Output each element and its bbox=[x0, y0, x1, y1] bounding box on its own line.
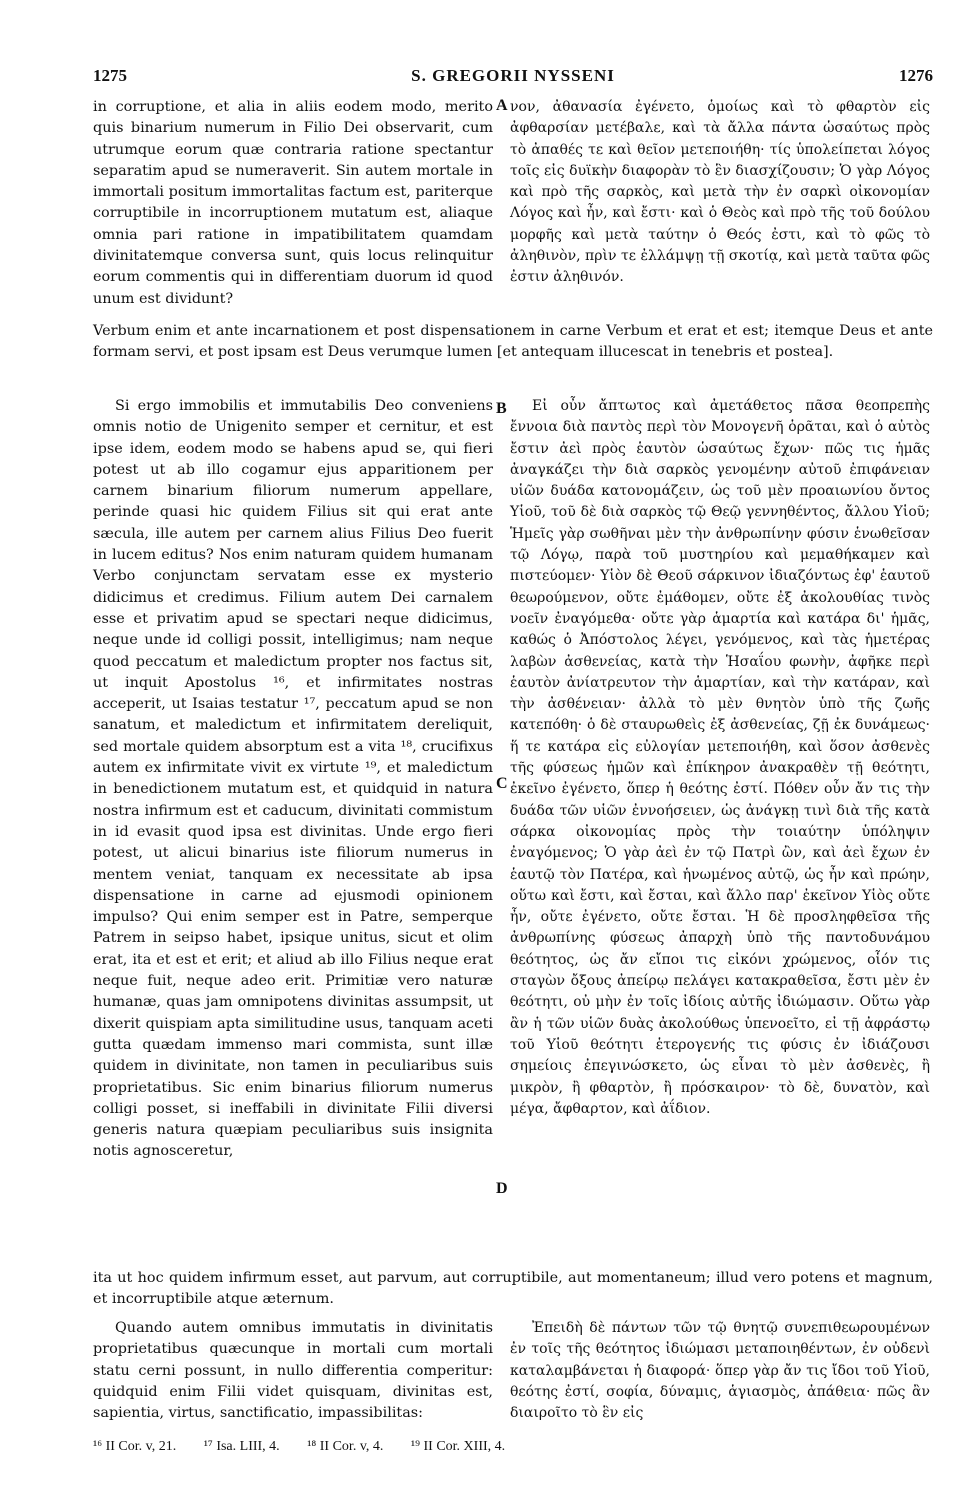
greek-column-block-1 bbox=[510, 97, 930, 289]
latin-paragraph-3: Quando autem omnibus immutatis in divinitatis proprietatibus quæcunque in mortali cum mortali statu cerni possunt, in nullo differentia comperitur: quidquid enim Filii videt quisquam, divinitas est, sapientia, virtus, sanctificatio, impassibilitas: bbox=[93, 1320, 493, 1422]
footnote-19: ¹⁹ II Cor. XIII, 4. bbox=[410, 1439, 506, 1454]
footnote-18: ¹⁸ II Cor. v, 4. bbox=[307, 1439, 384, 1454]
greek-column-block-2 bbox=[510, 396, 930, 1120]
footnote-16: ¹⁶ II Cor. v, 21. bbox=[93, 1439, 177, 1454]
footnotes bbox=[93, 1439, 933, 1455]
latin-fullwidth-paragraph-1: Verbum enim et ante incarnationem et post dispensationem in carne Verbum et erat et est; itemque Deus et ante formam servi, et post ipsam est Deus verumque lumen [et antequam illucescat in tenebris et postea]. bbox=[93, 323, 933, 361]
margin-marker-b: B bbox=[496, 400, 507, 417]
greek-paragraph-1: νον, ἀθανασία ἐγένετο, ὁμοίως καὶ τὸ φθαρτὸν εἰς ἀφθαρσίαν μετέβαλε, καὶ τὰ ἄλλα πάντα ὡσαύτως πρὸς τὸ ἀπαθές τε καὶ θεῖον μετεποιήθη· τίς ὑπολείπεται λόγος τοῖς εἰς δυϊκὴν διαφορὰν τὸ ἓν διασχίζουσιν; Ὁ γὰρ Λόγος καὶ πρὸ τῆς σαρκὸς, καὶ μετὰ τὴν ἐν σαρκὶ οἰκονομίαν Λόγος καὶ ἦν, καὶ ἔστι· καὶ ὁ Θεὸς καὶ πρὸ τῆς τοῦ δούλου μορφῆς καὶ μετὰ ταύτην ὁ Θεός ἐστι, καὶ τὸ φῶς τὸ ἀληθινὸν, πρὶν τε ἐλλάμψῃ τῇ σκοτίᾳ, καὶ μετὰ ταῦτα φῶς ἐστιν ἀληθινόν. bbox=[510, 99, 930, 286]
running-header bbox=[93, 66, 933, 94]
latin-fullwidth-2 bbox=[93, 1268, 933, 1311]
latin-fullwidth-1 bbox=[93, 321, 933, 364]
latin-paragraph-1: in corruptione, et alia in aliis eodem modo, merito quis binarium numerum in Filio Dei observarit, cum utrumque eorum quæ contraria ratione spectantur separatim apud se numeraverit. Sin autem mortale in immortali positum immortalitas factum est, pariterque corruptibile in incorruptionem mutatum est, aliaque omnia pari ratione in impatibilitatem quamdam divinitatemque conversa sunt, quis locus relinquitur eorum commentis qui in differentiam duorum id quod unum est dividunt? bbox=[93, 99, 493, 307]
latin-column-block-1 bbox=[93, 97, 493, 310]
latin-fullwidth-paragraph-2: ita ut hoc quidem infirmum esset, aut parvum, aut corruptibile, aut momentaneum; illud vero potens et magnum, et incorruptibile atque æternum. bbox=[93, 1270, 933, 1308]
margin-marker-c: C bbox=[496, 775, 508, 792]
margin-marker-d: D bbox=[496, 1180, 508, 1197]
footnote-17: ¹⁷ Isa. LIII, 4. bbox=[203, 1439, 280, 1454]
greek-column-block-3 bbox=[510, 1318, 930, 1424]
right-page-number: 1276 bbox=[899, 66, 933, 85]
margin-marker-a: A bbox=[496, 97, 508, 114]
latin-column-block-2 bbox=[93, 396, 493, 1163]
left-page-number: 1275 bbox=[93, 66, 127, 85]
greek-paragraph-2: Εἰ οὖν ἄπτωτος καὶ ἀμετάθετος πᾶσα θεοπρεπὴς ἔννοια διὰ παντὸς περὶ τὸν Μονογενῆ ὁρᾶται, καὶ ὁ αὐτὸς ἔστιν ἀεὶ πρὸς ἑαυτὸν ὡσαύτως ἔχων· πῶς τις ἡμᾶς ἀναγκάζει τὴν διὰ σαρκὸς γενομένην αὐτοῦ ἐπιφάνειαν υἱῶν δυάδα κατονομάζειν, ὡς τοῦ μὲν προαιωνίου ὄντος Υἱοῦ, τοῦ δὲ διὰ σαρκὸς τῷ Θεῷ γεννηθέντος, ἄλλου Υἱοῦ; Ἡμεῖς γὰρ σωθῆναι μὲν τὴν ἀνθρωπίνην φύσιν ἑνωθεῖσαν τῷ Λόγῳ, παρὰ τοῦ μυστηρίου καὶ μεμαθήκαμεν καὶ πιστεύομεν· Υἱὸν δὲ Θεοῦ σάρκινον ἰδιαζόντως ἐφ' ἑαυτοῦ θεωρούμενον, οὔτε ἐμάθομεν, οὔτε ἐξ ἀκολουθίας τινὸς νοεῖν ἐναγόμεθα· οὔτε γὰρ ἁμαρτία καὶ κατάρα δι' ἡμᾶς, καθώς ὁ Ἀπόστολος λέγει, γενόμενος, καὶ τὰς ἡμετέρας λαβὼν ἀσθενείας, κατὰ τὴν Ἡσαΐου φωνὴν, ἀφῆκε περὶ ἑαυτὸν ἀνίατρευτον τὴν ἁμαρτίαν, καὶ τὴν κατάραν, καὶ τὴν ἀσθένειαν· ἀλλὰ τὸ μὲν θνητὸν ὑπὸ τῆς ζωῆς κατεπόθη· ὁ δὲ σταυρωθεὶς ἐξ ἀσθενείας, ζῇ ἐκ δυνάμεως· ἥ τε κατάρα εἰς εὐλογίαν μετεποιήθη, καὶ ὅσον ἀσθενὲς τῆς φύσεως ἡμῶν καὶ ἐπίκηρον ἀνακραθὲν τῇ θεότητι, ἐκεῖνο ἐγένετο, ὅπερ ἡ θεότης ἐστί. Πόθεν οὖν ἄν τις τὴν δυάδα τῶν υἱῶν ἐννοήσειεν, ὡς ἀνάγκῃ τινὶ διὰ τῆς κατὰ σάρκα οἰκονομίας πρὸς τὴν τοιαύτην ὑπόληψιν ἐναγόμενος; Ὁ γὰρ ἀεὶ ἐν τῷ Πατρὶ ὢν, καὶ ἀεὶ ἔχων ἐν ἑαυτῷ τὸν Πατέρα, καὶ ἡνωμένος αὐτῷ, ὡς ἦν καὶ πρώην, οὕτω καὶ ἔστι, καὶ ἔσται, καὶ ἄλλο παρ' ἐκεῖνον Υἱὸς οὔτε ἦν, οὔτε ἐγένετο, οὔτε ἔσται. Ἡ δὲ προσληφθεῖσα τῆς ἀνθρωπίνης φύσεως ἀπαρχὴ ὑπὸ τῆς παντοδυνάμου θεότητος, ὡς ἄν εἴποι τις εἰκόνι χρώμενος, οἷόν τις σταγὼν ὄξους ἀπείρῳ πελάγει κατακραθεῖσα, ἔστι μὲν ἐν θεότητι, οὐ μὴν ἐν τοῖς ἰδίοις αὐτῆς ἰδιώμασιν. Οὕτω γὰρ ἂν ἡ τῶν υἱῶν δυὰς ἀκολούθως ὑπενοεῖτο, εἰ τῇ ἀφράστῳ τοῦ Υἱοῦ θεότητι ἑτερογενής τις φύσις ἐν ἰδιάζουσι σημείοις ἐπεγινώσκετο, ὡς εἶναι τὸ μὲν ἀσθενὲς, ἢ μικρὸν, ἢ φθαρτὸν, ἢ πρόσκαιρον· τὸ δὲ, δυνατὸν, καὶ μέγα, ἄφθαρτον, καὶ ἀΐδιον. bbox=[510, 398, 930, 1117]
running-title: S. GREGORII NYSSENI bbox=[411, 66, 615, 85]
latin-paragraph-2: Si ergo immobilis et immutabilis Deo conveniens omnis notio de Unigenito semper et cernitur, et est ipse idem, eodem modo se habens apud se, qui fieri potest ut ab illo cogamur ejus apparitionem per carnem binarium filiorum numerum appellare, perinde quasi hic quidem Filius sit qui erat ante sæcula, ille autem per carnem alius Filius Deo fuerit in lucem editus? Nos enim naturam quidem humanam Verbo conjunctam servatam esse ex mysterio didicimus et credimus. Filium autem Dei carnalem esse et privatim apud se spectari neque didicimus, neque unde id colligi possit, intelligimus; nam neque quod peccatum et maledictum propter nos factus sit, ut inquit Apostolus ¹⁶, et infirmitates nostras acceperit, ut Isaias testatur ¹⁷, peccatum apud se non sanatum, et maledictum et infirmitatem dereliquit, sed mortale quidem absorptum est a vita ¹⁸, crucifixus autem ex infirmitate vivit ex virtute ¹⁹, et maledictum in benedictionem mutatum est, et quidquid in natura nostra infirmum est et caducum, divinitati commistum in id evasit quod ipsa est divinitas. Unde ergo fieri potest, ut alicui binarius iste filiorum numerus in mentem veniat, tanquam ex necessitate ab ipsa dispensatione in carne ad ejusmodi opinionem impulso? Qui enim semper est in Patre, semperque Patrem in seipso habet, ipsique unitus, sicut et olim erat, ita et est et erit; et aliud ab illo Filius neque erat neque fuit, neque adeo erit. Primitiæ vero naturæ humanæ, quas jam omnipotens divinitas assumpsit, ut dixerit quispiam apta similitudine usus, tanquam aceti gutta quædam immenso mari commista, sunt illæ quidem in divinitate, non tamen in peculiaribus suis proprietatibus. Sic enim binarius filiorum numerus colligi posset, si ineffabili in divinitate Filii diversi generis natura quæpiam peculiaribus suis insignita notis agnosceretur, bbox=[93, 398, 493, 1160]
latin-column-block-3 bbox=[93, 1318, 493, 1424]
greek-paragraph-3: Ἐπειδὴ δὲ πάντων τῶν τῷ θνητῷ συνεπιθεωρουμένων ἐν τοῖς τῆς θεότητος ἰδιώμασι μεταποιηθέντων, ἐν οὐδενὶ καταλαμβάνεται ἡ διαφορά· ὅπερ γὰρ ἄν τις ἴδοι τοῦ Υἱοῦ, θεότης ἐστί, σοφία, δύναμις, ἁγιασμὸς, ἀπάθεια· πῶς ἂν διαιροῖτο τὸ ἓν εἰς bbox=[510, 1320, 930, 1422]
